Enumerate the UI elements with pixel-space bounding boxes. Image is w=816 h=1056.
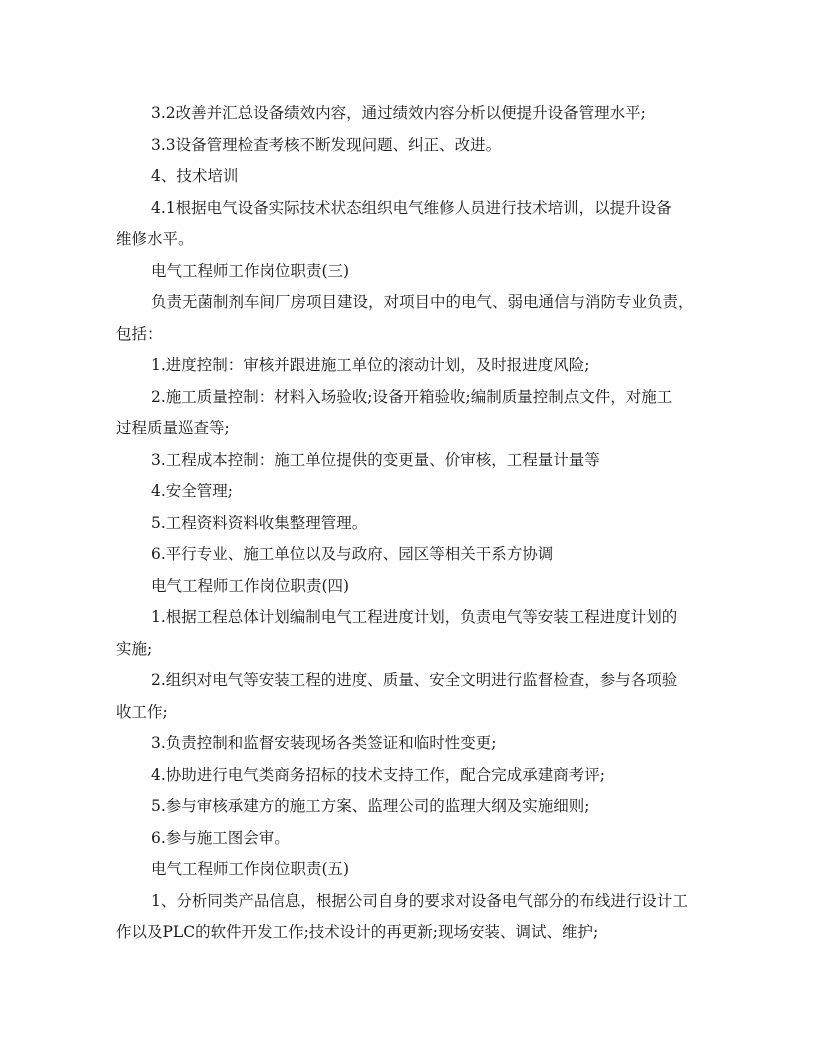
paragraph-line: 6.参与施工图会审。	[151, 828, 290, 847]
paragraph-line: 包括：	[116, 324, 163, 343]
paragraph-line: 6.平行专业、施工单位以及与政府、园区等相关干系方协调	[151, 545, 554, 563]
paragraph-line: 维修水平。	[116, 230, 194, 248]
paragraph-line: 过程质量巡查等;	[116, 419, 230, 437]
section-heading: 4、技术培训	[151, 167, 239, 185]
paragraph-line: 3.3设备管理检查考核不断发现问题、纠正、改进。	[151, 135, 502, 154]
document-body	[116, 98, 702, 949]
paragraph-line: 实施;	[116, 639, 153, 658]
paragraph-line: 作以及PLC的软件开发工作;技术设计的再更新;现场安装、调试、维护;	[116, 923, 599, 941]
section-heading: 电气工程师工作岗位职责(五)	[151, 860, 350, 878]
paragraph-line: 负责无菌制剂车间厂房项目建设，对项目中的电气、弱电通信与消防专业负责，	[151, 293, 694, 311]
paragraph-line: 3.2改善并汇总设备绩效内容，通过绩效内容分析以便提升设备管理水平;	[151, 104, 646, 122]
paragraph-line: 3.负责控制和监督安装现场各类签证和临时性变更;	[151, 734, 497, 752]
paragraph-line: 5.工程资料资料收集整理管理。	[151, 513, 368, 532]
paragraph-line: 4.1根据电气设备实际技术状态组织电气维修人员进行技术培训，以提升设备	[151, 198, 672, 217]
paragraph-line: 1.进度控制：审核并跟进施工单位的滚动计划，及时报进度风险;	[151, 356, 590, 374]
paragraph-line: 2.施工质量控制：材料入场验收;设备开箱验收;编制质量控制点文件，对施工	[151, 387, 673, 406]
paragraph-line: 4.协助进行电气类商务招标的技术支持工作，配合完成承建商考评;	[151, 765, 606, 784]
section-heading: 电气工程师工作岗位职责(四)	[151, 576, 350, 595]
paragraph-line: 2.组织对电气等安装工程的进度、质量、安全文明进行监督检查，参与各项验	[151, 671, 678, 689]
paragraph-line: 5.参与审核承建方的施工方案、监理公司的监理大纲及实施细则;	[151, 797, 590, 815]
paragraph-line: 收工作;	[116, 702, 168, 721]
paragraph-line: 4.安全管理;	[151, 482, 234, 500]
paragraph-line: 1、分析同类产品信息，根据公司自身的要求对设备电气部分的布线进行设计工	[151, 891, 688, 910]
section-heading: 电气工程师工作岗位职责(三)	[151, 261, 350, 280]
paragraph-line: 1.根据工程总体计划编制电气工程进度计划，负责电气等安装工程进度计划的	[151, 608, 678, 626]
paragraph-line: 3.工程成本控制：施工单位提供的变更量、价审核，工程量计量等	[151, 450, 600, 469]
